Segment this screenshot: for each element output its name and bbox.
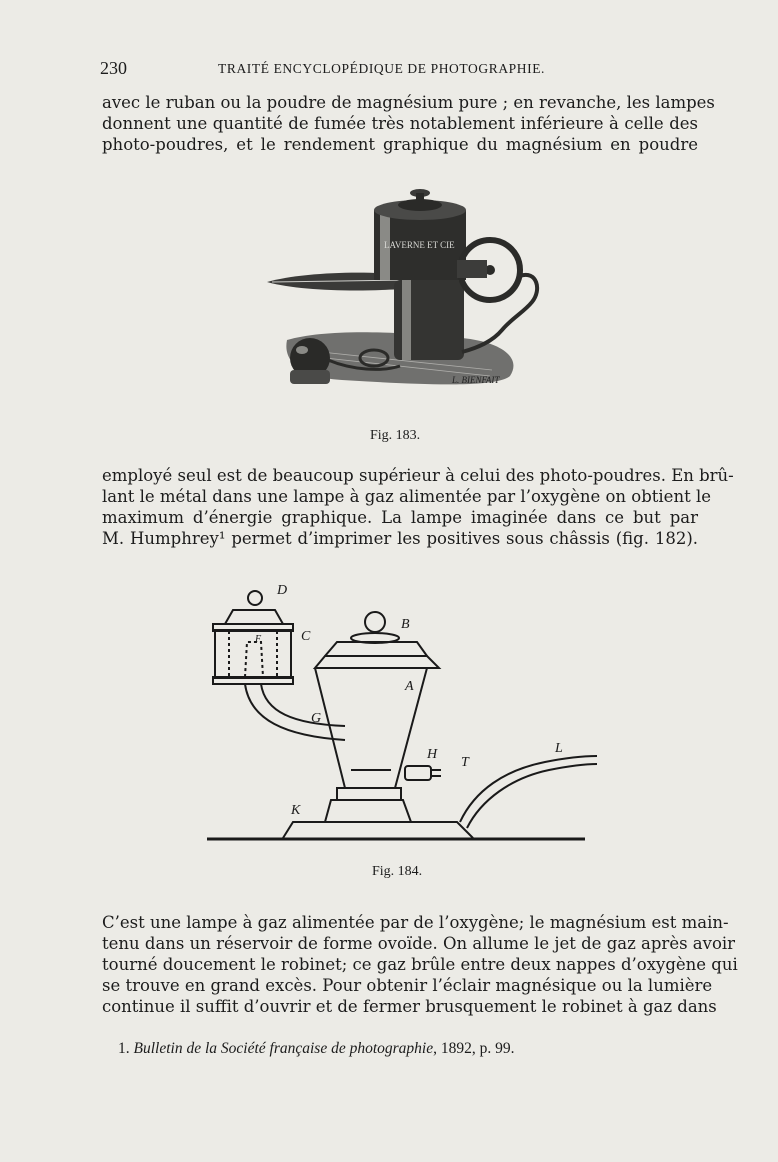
text-line: M. Humphrey¹ permet d’imprimer les positives sous châssis (fig. 182). xyxy=(102,529,698,548)
text-line: se trouve en grand excès. Pour obtenir l’éclair magnésique ou la lumière xyxy=(102,976,713,995)
text-line: maximum d’énergie graphique. La lampe imaginée dans ce but par xyxy=(102,508,698,527)
label-a: A xyxy=(405,679,414,694)
figure-183-lamp-engraving xyxy=(262,180,552,395)
label-b: B xyxy=(401,617,410,632)
label-d: D xyxy=(277,583,288,598)
label-g: G xyxy=(311,711,322,726)
text-line: employé seul est de beaucoup supérieur à celui des photo-poudres. En brû- xyxy=(102,466,734,485)
engraver-signature: L. BIENFAIT xyxy=(452,375,500,385)
text-line: avec le ruban ou la poudre de magnésium pure ; en revanche, les lampes xyxy=(102,93,715,112)
label-f: F xyxy=(255,634,262,645)
label-c: C xyxy=(301,629,311,644)
text-line: lant le métal dans une lampe à gaz alimentée par l’oxygène on obtient le xyxy=(102,487,711,506)
label-l: L xyxy=(555,741,563,756)
text-line: continue il suffit d’ouvrir et de fermer brusquement le robinet à gaz dans xyxy=(102,997,717,1016)
text-line: photo-poudres, et le rendement graphique du magnésium en poudre xyxy=(102,135,698,154)
engraved-label: LAVERNE ET CIE xyxy=(384,240,455,250)
footnote xyxy=(118,1040,514,1058)
running-title: TRAITÉ ENCYCLOPÉDIQUE DE PHOTOGRAPHIE. xyxy=(218,61,546,76)
text-line: tourné doucement le robinet; ce gaz brûle entre deux nappes d’oxygène qui xyxy=(102,955,738,974)
page-header xyxy=(100,58,698,80)
text-line: donnent une quantité de fumée très notablement inférieure à celle des xyxy=(102,114,698,133)
figure-183-caption: Fig. 183. xyxy=(370,428,421,443)
label-t: T xyxy=(461,755,469,770)
paragraph-1 xyxy=(102,92,715,155)
label-k: K xyxy=(291,803,301,818)
figure-184-lamp-drawing xyxy=(205,580,605,845)
paragraph-2 xyxy=(102,465,734,549)
footnote-title: Bulletin de la Société française de photographie xyxy=(133,1040,434,1057)
figure-184-caption: Fig. 184. xyxy=(372,864,423,879)
page-number: 230 xyxy=(100,58,127,78)
label-h: H xyxy=(427,747,438,762)
footnote-citation: , 1892, p. 99. xyxy=(433,1040,515,1057)
text-line: tenu dans un réservoir de forme ovoïde. On allume le jet de gaz après avoir xyxy=(102,934,736,953)
footnote-number: 1. xyxy=(118,1040,130,1057)
text-line: C’est une lampe à gaz alimentée par de l’oxygène; le magnésium est main- xyxy=(102,913,729,932)
paragraph-3 xyxy=(102,912,738,1017)
